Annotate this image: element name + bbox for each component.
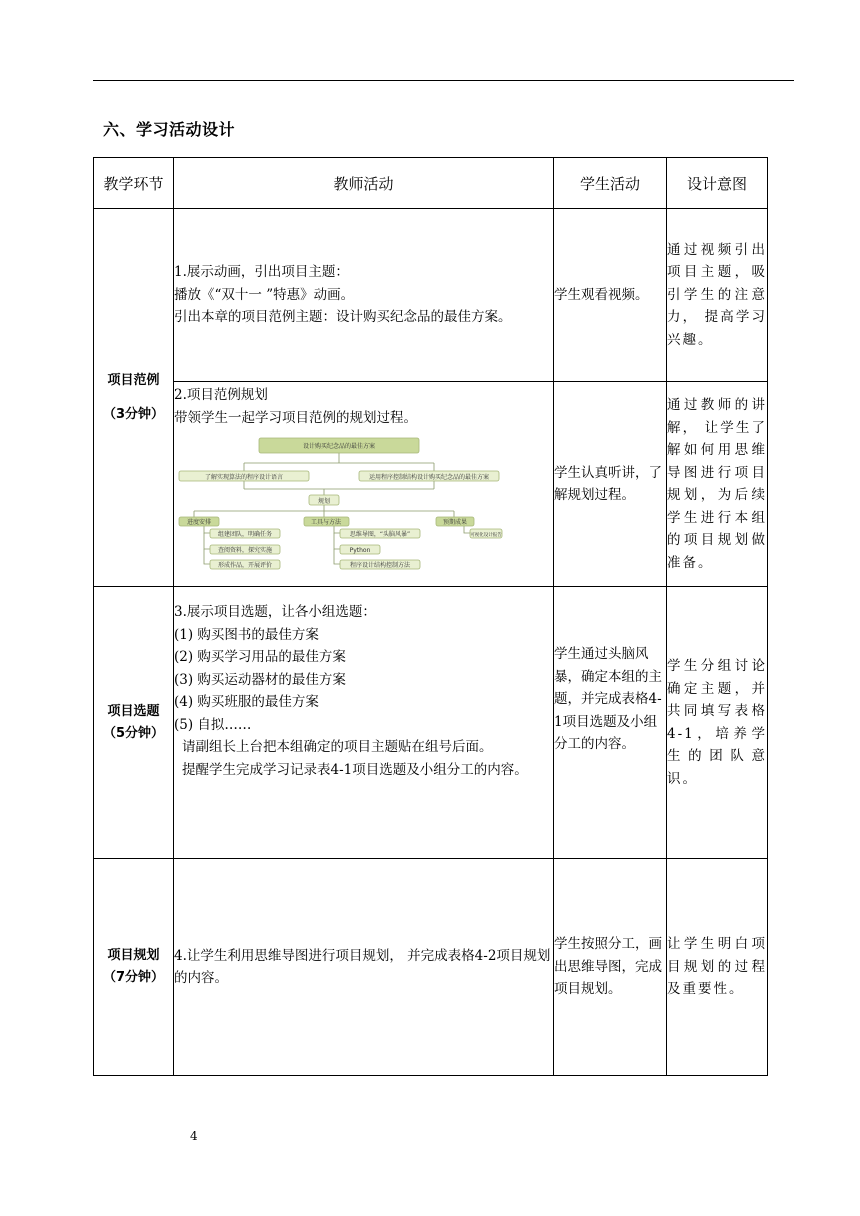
table-header-row xyxy=(94,158,768,209)
mindmap-leaf: 形成作品，开展评价 xyxy=(217,562,273,569)
mindmap-leaf: 可视化设计报告 xyxy=(470,533,502,538)
teacher-line: 2.项目范例规划 xyxy=(174,387,268,403)
stage-cell-planning xyxy=(94,859,174,1076)
activity-table xyxy=(93,157,768,1076)
teacher-activity xyxy=(174,587,554,859)
stage-name: 项目规划 xyxy=(107,948,160,963)
teacher-line: 4.让学生利用思维导图进行项目规划， 并完成表格4-2项目规划的内容。 xyxy=(174,947,551,986)
stage-name: 项目选题 xyxy=(107,703,160,719)
teacher-line: (4) 购买班服的最佳方案 xyxy=(174,694,319,710)
mindmap-node: 进度安排 xyxy=(186,519,212,526)
section-heading: 六、学习活动设计 xyxy=(103,120,236,139)
teacher-line: 提醒学生完成学习记录表4-1项目选题及小组分工的内容。 xyxy=(182,761,528,778)
mindmap-leaf: 查阅资料，探究实施 xyxy=(217,547,273,554)
student-activity: 学生按照分工，画出思维导图，完成项目规划。 xyxy=(554,859,667,1076)
page-number: 4 xyxy=(190,1129,198,1143)
teacher-line: 1.展示动画，引出项目主题： xyxy=(174,264,349,281)
header-teacher: 教师活动 xyxy=(174,158,554,209)
mindmap-leaf: 程序设计结构控制方法 xyxy=(349,562,411,569)
stage-duration: （5分钟） xyxy=(102,725,165,741)
teacher-line: 带领学生一起学习项目范例的规划过程。 xyxy=(174,409,417,426)
stage-name: 项目范例 xyxy=(107,372,160,388)
stage-duration: （7分钟） xyxy=(102,970,165,985)
design-intent: 让学生明白项目规划的过程及重要性。 xyxy=(667,859,768,1076)
table-row xyxy=(94,209,768,382)
teacher-line: (3) 购买运动器材的最佳方案 xyxy=(174,671,346,688)
teacher-activity xyxy=(174,209,554,382)
mindmap-leaf: 思维导图，“头脑风暴” xyxy=(349,531,411,538)
header-rule xyxy=(93,80,794,81)
mindmap-node: 工具与方法 xyxy=(310,519,342,526)
header-stage: 教学环节 xyxy=(94,158,174,209)
stage-cell-topic xyxy=(94,587,174,859)
mindmap-diagram xyxy=(174,433,504,573)
table-row xyxy=(94,859,768,1076)
stage-cell-example xyxy=(94,209,174,587)
teacher-line: (1) 购买图书的最佳方案 xyxy=(174,626,319,643)
mindmap-root: 设计购买纪念品的最佳方案 xyxy=(302,443,376,450)
mindmap-center: 规划 xyxy=(317,498,331,505)
student-activity: 学生认真听讲，了解规划过程。 xyxy=(554,382,667,587)
header-intent: 设计意图 xyxy=(667,158,768,209)
table-row xyxy=(94,382,768,587)
teacher-line: 请副组长上台把本组确定的项目主题贴在组号后面。 xyxy=(182,739,493,755)
design-intent: 通过视频引出项目主题，吸引学生的注意力， 提高学习兴趣。 xyxy=(667,209,768,382)
mindmap-node: 预期成果 xyxy=(442,519,468,526)
design-intent: 学生分组讨论确定主题，并共同填写表格4-1，培养学生的团队意识。 xyxy=(667,587,768,859)
table-row xyxy=(94,587,768,859)
teacher-activity xyxy=(174,382,554,587)
mindmap-leaf: Python xyxy=(349,547,371,554)
mindmap-node: 运用程序控制结构设计购买纪念品的最佳方案 xyxy=(368,474,490,481)
student-activity: 学生通过头脑风暴，确定本组的主题，并完成表格4-1项目选题及小组分工的内容。 xyxy=(554,587,667,859)
teacher-line: (2) 购买学习用品的最佳方案 xyxy=(174,649,346,665)
design-intent: 通过教师的讲解， 让学生了解如何用思维导图进行项目规划，为后续学生进行本组的项目规划做准备。 xyxy=(667,382,768,587)
stage-duration: （3分钟） xyxy=(102,406,165,422)
mindmap-leaf: 组建团队，明确任务 xyxy=(217,531,273,538)
mindmap-node: 了解实现算法的程序设计语言 xyxy=(204,474,284,481)
student-activity: 学生观看视频。 xyxy=(554,209,667,382)
teacher-activity xyxy=(174,859,554,1076)
header-student: 学生活动 xyxy=(554,158,667,209)
teacher-line: 3.展示项目选题，让各小组选题： xyxy=(174,604,376,620)
teacher-line: 播放《“双十一 ”特惠》动画。 xyxy=(174,286,355,303)
teacher-line: (5) 自拟…… xyxy=(174,716,252,733)
teacher-line: 引出本章的项目范例主题：设计购买纪念品的最佳方案。 xyxy=(174,309,512,326)
